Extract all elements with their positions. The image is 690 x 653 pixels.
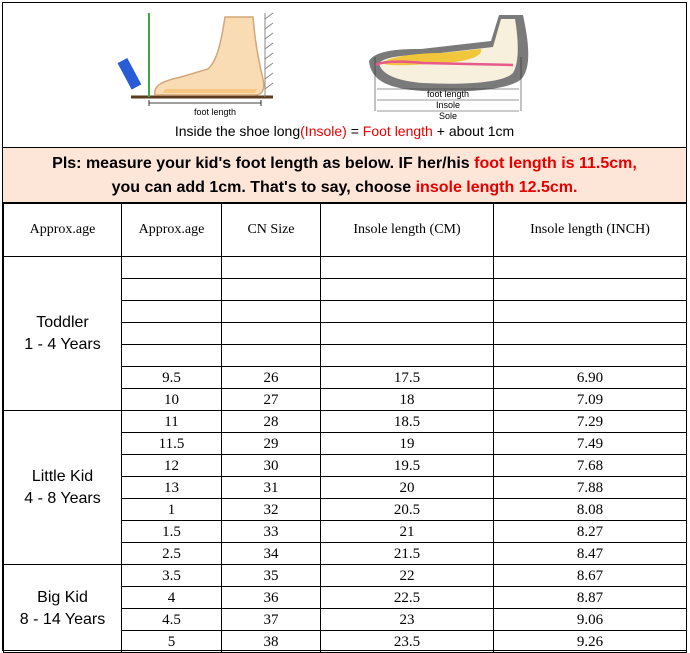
us-size-cell: 13 <box>122 477 222 499</box>
insole-inch-cell: 7.29 <box>494 411 687 433</box>
measure-caption <box>3 123 686 139</box>
us-size-cell: 3.5 <box>122 565 222 587</box>
us-size-cell <box>122 301 222 323</box>
age-group-name: Toddler <box>36 313 89 331</box>
notice-line-1 <box>3 152 686 176</box>
insole-cm-cell: 18 <box>321 389 494 411</box>
insole-cm-cell: 20 <box>321 477 494 499</box>
foot-side-diagram <box>118 13 273 117</box>
insole-label: Insole <box>435 100 461 110</box>
caption-equals: = <box>346 123 363 139</box>
header-cell: Approx.age <box>4 204 122 257</box>
table-header-row <box>4 204 687 257</box>
insole-inch-cell: 8.27 <box>494 521 687 543</box>
insole-cm-cell: 23.5 <box>321 631 494 653</box>
us-size-cell <box>122 279 222 301</box>
cn-size-cell: 26 <box>222 367 321 389</box>
us-size-cell: 11 <box>122 411 222 433</box>
insole-inch-cell: 7.49 <box>494 433 687 455</box>
size-table-body <box>4 204 687 653</box>
cn-size-cell: 38 <box>222 631 321 653</box>
age-group-cell <box>4 565 122 653</box>
cn-size-cell <box>222 345 321 367</box>
insole-inch-cell: 6.90 <box>494 367 687 389</box>
header-cell: Insole length (CM) <box>321 204 494 257</box>
caption-insole: (Insole) <box>300 123 347 139</box>
insole-inch-cell <box>494 257 687 279</box>
us-size-cell: 4 <box>122 587 222 609</box>
insole-inch-cell <box>494 301 687 323</box>
cn-size-cell <box>222 301 321 323</box>
us-size-cell: 12 <box>122 455 222 477</box>
insole-inch-cell <box>494 345 687 367</box>
insole-cm-cell: 21 <box>321 521 494 543</box>
us-size-cell: 5 <box>122 631 222 653</box>
table-row <box>4 565 687 587</box>
age-group-range: 4 - 8 Years <box>24 489 101 507</box>
insole-inch-cell: 8.67 <box>494 565 687 587</box>
insole-cm-cell: 19 <box>321 433 494 455</box>
header-cell: Approx.age <box>122 204 222 257</box>
cn-size-cell: 33 <box>222 521 321 543</box>
age-group-cell <box>4 411 122 565</box>
header-cell: CN Size <box>222 204 321 257</box>
insole-inch-cell <box>494 279 687 301</box>
insole-inch-cell: 8.08 <box>494 499 687 521</box>
cn-size-cell: 30 <box>222 455 321 477</box>
insole-cm-cell <box>321 257 494 279</box>
insole-cm-cell: 19.5 <box>321 455 494 477</box>
insole-inch-cell: 8.87 <box>494 587 687 609</box>
table-row <box>4 411 687 433</box>
cn-size-cell: 36 <box>222 587 321 609</box>
cn-size-cell <box>222 323 321 345</box>
age-group-cell <box>4 257 122 411</box>
insole-cm-cell: 18.5 <box>321 411 494 433</box>
cn-size-cell: 31 <box>222 477 321 499</box>
us-size-cell <box>122 257 222 279</box>
us-size-cell: 4.5 <box>122 609 222 631</box>
notice-line-2 <box>3 176 686 200</box>
caption-suffix: + about 1cm <box>432 123 515 139</box>
cn-size-cell: 35 <box>222 565 321 587</box>
insole-cm-cell <box>321 345 494 367</box>
cn-size-cell: 29 <box>222 433 321 455</box>
insole-cm-cell: 17.5 <box>321 367 494 389</box>
notice-line-2-highlight: insole length 12.5cm. <box>415 179 578 196</box>
notice-line-1-text: Pls: measure your kid's foot length as below. IF her/his <box>52 155 475 172</box>
cn-size-cell: 28 <box>222 411 321 433</box>
insole-inch-cell: 8.47 <box>494 543 687 565</box>
cn-size-cell: 37 <box>222 609 321 631</box>
cn-size-cell <box>222 279 321 301</box>
insole-cm-cell <box>321 301 494 323</box>
us-size-cell <box>122 323 222 345</box>
left-foot-length-label: foot length <box>193 107 237 117</box>
insole-cm-cell: 22 <box>321 565 494 587</box>
us-size-cell: 1 <box>122 499 222 521</box>
insole-cm-cell: 23 <box>321 609 494 631</box>
cn-size-cell: 32 <box>222 499 321 521</box>
table-row <box>4 257 687 279</box>
cn-size-cell: 34 <box>222 543 321 565</box>
right-foot-length-label: foot length <box>426 89 470 99</box>
insole-inch-cell <box>494 323 687 345</box>
us-size-cell <box>122 345 222 367</box>
size-table <box>3 203 687 653</box>
insole-cm-cell: 22.5 <box>321 587 494 609</box>
insole-inch-cell: 9.06 <box>494 609 687 631</box>
age-group-name: Little Kid <box>31 467 94 485</box>
measure-notice-banner <box>3 147 686 203</box>
measurement-illustration <box>3 3 686 147</box>
header-cell: Insole length (INCH) <box>494 204 687 257</box>
notice-line-2-text: you can add 1cm. That's to say, choose <box>111 179 416 196</box>
us-size-cell: 11.5 <box>122 433 222 455</box>
age-group-range: 8 - 14 Years <box>19 610 106 628</box>
notice-line-1-highlight: foot length is 11.5cm, <box>474 155 637 172</box>
insole-inch-cell: 7.68 <box>494 455 687 477</box>
us-size-cell: 10 <box>122 389 222 411</box>
us-size-cell: 2.5 <box>122 543 222 565</box>
caption-prefix: Inside the shoe long <box>174 123 301 139</box>
us-size-cell: 1.5 <box>122 521 222 543</box>
insole-cm-cell <box>321 279 494 301</box>
insole-inch-cell: 7.88 <box>494 477 687 499</box>
us-size-cell: 9.5 <box>122 367 222 389</box>
size-chart <box>2 2 687 651</box>
cn-size-cell <box>222 257 321 279</box>
insole-inch-cell: 7.09 <box>494 389 687 411</box>
insole-cm-cell <box>321 323 494 345</box>
foot-in-shoe-diagram <box>369 15 528 121</box>
caption-foot-length: Foot length <box>362 123 433 139</box>
insole-cm-cell: 21.5 <box>321 543 494 565</box>
age-group-range: 1 - 4 Years <box>24 335 101 353</box>
age-group-name: Big Kid <box>37 588 88 606</box>
insole-cm-cell: 20.5 <box>321 499 494 521</box>
insole-inch-cell: 9.26 <box>494 631 687 653</box>
cn-size-cell: 27 <box>222 389 321 411</box>
sole-label: Sole <box>438 111 458 121</box>
